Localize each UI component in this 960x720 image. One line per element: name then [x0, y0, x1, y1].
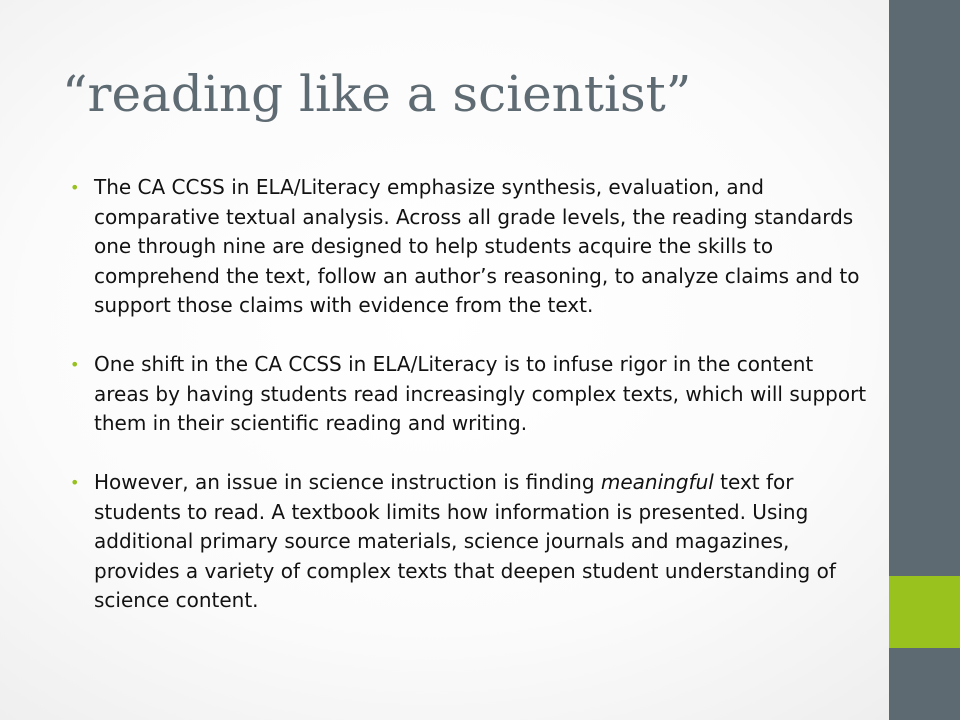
bullet-list [70, 173, 870, 645]
bullet-text-emphasis: meaningful [600, 470, 714, 494]
bullet-text: One shift in the CA CCSS in ELA/Literacy is to infuse rigor in the content areas by having students read increasingly complex texts, which will support them in their scientific reading and writing. [94, 352, 867, 435]
bullet-dot-icon: • [70, 355, 80, 374]
bullet-item [70, 350, 870, 439]
bullet-item [70, 468, 870, 616]
bullet-text: The CA CCSS in ELA/Literacy emphasize synthesis, evaluation, and comparative textual analysis. Across all grade levels, the reading standards one through nine are designed to help students acquire the skills to comprehend the text, follow an author’s reasoning, to analyze claims and to support those claims with evidence from the text. [94, 175, 860, 317]
bullet-text-before: However, an issue in science instruction is finding [94, 470, 601, 494]
sidebar-accent-block [889, 576, 960, 648]
bullet-dot-icon: • [70, 473, 80, 492]
slide-title: “reading like a scientist” [62, 65, 692, 123]
bullet-item [70, 173, 870, 321]
bullet-dot-icon: • [70, 178, 80, 197]
bullet-text-after: text for students to read. A textbook limits how information is presented. Using additional primary source materials, science journals and magazines, provides a variety of complex texts that deepen student understanding of science content. [94, 470, 836, 612]
